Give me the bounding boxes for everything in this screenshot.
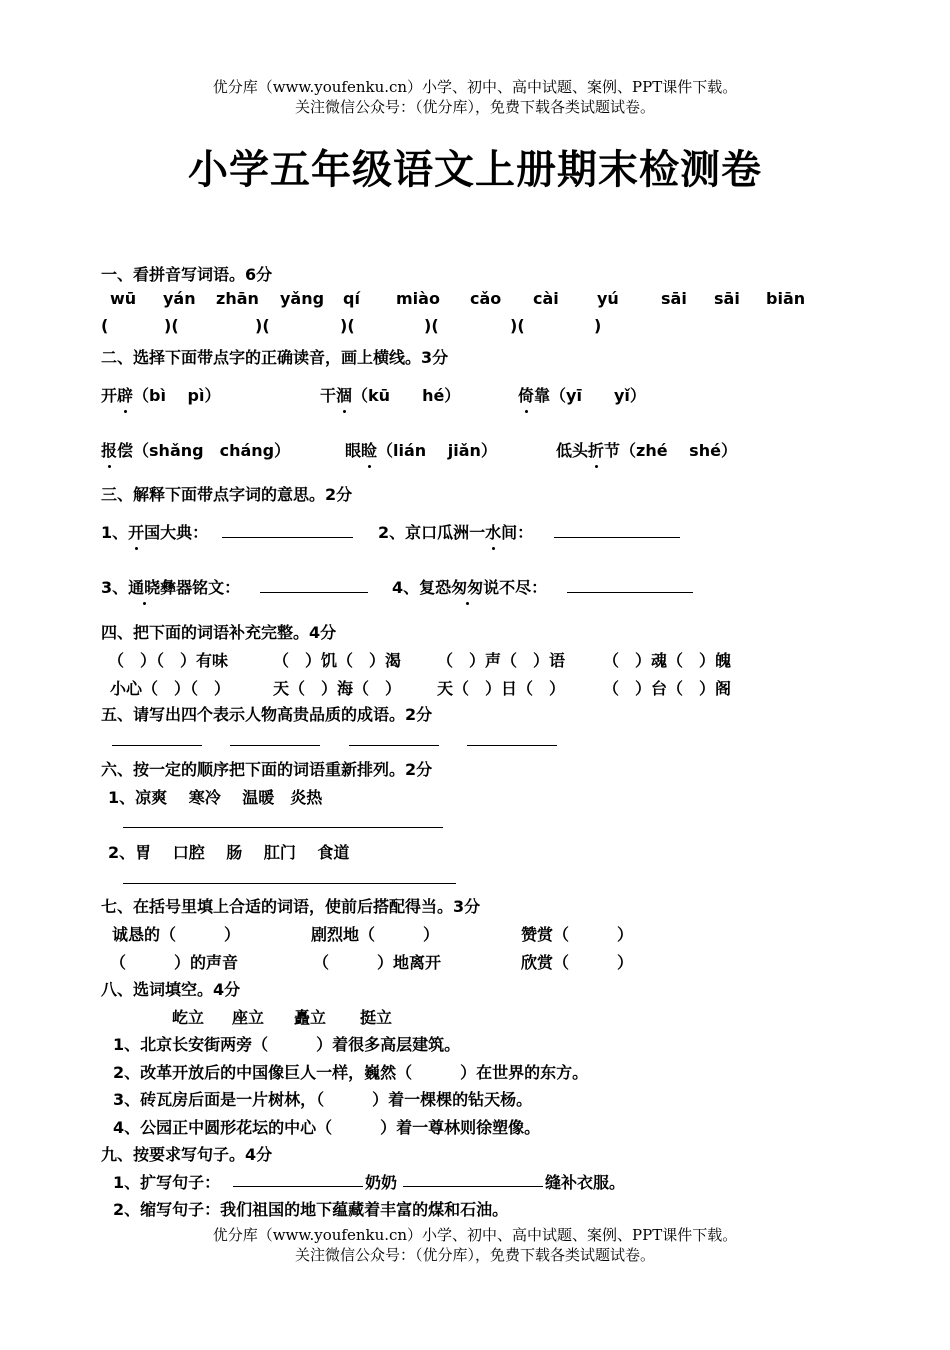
q1-paren: )(: [255, 316, 270, 335]
q4-idiom: 天（ ）日（ ）: [437, 679, 566, 698]
q8-item: 2、改革开放后的中国像巨人一样，巍然（ ）在世界的东方。: [113, 1063, 589, 1082]
q2-item: 开辟（bì pì）: [101, 383, 220, 406]
q2-item: 干涸（kū hé）: [320, 383, 460, 406]
q1-pinyin: qí: [343, 289, 360, 308]
q4-idiom: （ ）（ ）有味: [108, 651, 229, 670]
q6-answer-line-2[interactable]: [123, 883, 456, 884]
q5-answer-line-1[interactable]: [112, 745, 202, 746]
q4-idiom: 天（ ）海（ ）: [273, 679, 402, 698]
q8-word-option: 座立: [232, 1008, 265, 1027]
q1-pinyin: miào: [396, 289, 440, 308]
q8-word-option: 屹立: [172, 1008, 205, 1027]
footer-line-2: 关注微信公众号：（优分库），免费下载各类试题试卷。: [294, 1246, 655, 1264]
q9-heading: 九、按要求写句子。4分: [101, 1145, 273, 1164]
footer-line-1: 优分库（www.youfenku.cn）小学、初中、高中试题、案例、PPT课件下载。: [212, 1226, 738, 1244]
q3-answer-line-3[interactable]: [260, 592, 368, 593]
q1-pinyin: wū: [110, 289, 137, 308]
q4-idiom: 小心（ ）（ ）: [110, 679, 231, 698]
header-line-2: 关注微信公众号：（优分库），免费下载各类试题试卷。: [294, 98, 655, 116]
q2-item: 倚靠（yī yǐ）: [518, 383, 646, 406]
q3-item-1: 1、开国大典：: [101, 520, 208, 543]
q5-answer-line-4[interactable]: [467, 745, 557, 746]
q3-item-3: 3、通晓彝器铭文：: [101, 575, 240, 598]
q1-paren: )(: [510, 316, 525, 335]
q1-pinyin: cài: [533, 289, 559, 308]
q6-answer-line-1[interactable]: [123, 827, 443, 828]
q9-item-1-label: 1、扩写句子：: [113, 1173, 221, 1192]
q5-answer-line-2[interactable]: [230, 745, 320, 746]
q9-item-2: 2、缩写句子：我们祖国的地下蕴藏着丰富的煤和石油。: [113, 1200, 509, 1219]
q1-pinyin: yán: [163, 289, 196, 308]
q7-phrase: （ ）地离开: [313, 953, 442, 972]
header-line-1: 优分库（www.youfenku.cn）小学、初中、高中试题、案例、PPT课件下载。: [212, 78, 738, 96]
q7-phrase: 剧烈地（ ）: [311, 925, 440, 944]
q3-answer-line-2[interactable]: [554, 537, 680, 538]
q1-pinyin: biān: [766, 289, 806, 308]
q1-pinyin: cǎo: [470, 289, 502, 308]
q3-item-2: 2、京口瓜洲一水间：: [378, 520, 533, 543]
q8-item: 1、北京长安街两旁（ ）着很多高层建筑。: [113, 1035, 461, 1054]
q2-item: 低头折节（zhé shé）: [556, 438, 737, 461]
q8-item: 3、砖瓦房后面是一片树林，（ ）着一棵棵的钻天杨。: [113, 1090, 533, 1109]
q1-pinyin: yú: [597, 289, 619, 308]
q1-paren: )(: [340, 316, 355, 335]
q1-pinyin: zhān: [216, 289, 259, 308]
q8-heading: 八、选词填空。4分: [101, 980, 241, 999]
q2-item: 眼睑（lián jiǎn）: [345, 438, 497, 461]
q9-item-1-subject: 奶奶: [365, 1173, 398, 1192]
q2-item: 报偿（shǎng cháng）: [101, 438, 290, 461]
q4-heading: 四、把下面的词语补充完整。4分: [101, 623, 337, 642]
q1-heading: 一、看拼音写词语。6分: [101, 265, 273, 284]
q3-answer-line-4[interactable]: [567, 592, 693, 593]
q3-answer-line-1[interactable]: [222, 537, 353, 538]
q7-heading: 七、在括号里填上合适的词语，使前后搭配得当。3分: [101, 897, 481, 916]
q3-item-4: 4、复恐匆匆说不尽：: [392, 575, 547, 598]
q8-word-option: 矗立: [294, 1008, 327, 1027]
q6-heading: 六、按一定的顺序把下面的词语重新排列。2分: [101, 760, 433, 779]
q9-answer-line-2[interactable]: [403, 1186, 543, 1187]
q4-idiom: （ ）饥（ ）渴: [273, 651, 402, 670]
q7-phrase: 诚恳的（ ）: [112, 925, 241, 944]
q9-item-1-predicate: 缝补衣服。: [545, 1173, 626, 1192]
q9-answer-line-1[interactable]: [233, 1186, 363, 1187]
q5-heading: 五、请写出四个表示人物高贵品质的成语。2分: [101, 705, 433, 724]
q4-idiom: （ ）台（ ）阁: [603, 679, 732, 698]
q8-word-option: 挺立: [360, 1008, 393, 1027]
q1-pinyin: sāi: [714, 289, 740, 308]
q1-pinyin: sāi: [661, 289, 687, 308]
q8-item: 4、公园正中圆形花坛的中心（ ）着一尊林则徐塑像。: [113, 1118, 541, 1137]
q1-paren: (: [101, 316, 109, 335]
q3-heading: 三、解释下面带点字词的意思。2分: [101, 485, 353, 504]
q2-heading: 二、选择下面带点字的正确读音，画上横线。3分: [101, 348, 449, 367]
q7-phrase: （ ）的声音: [110, 953, 239, 972]
q1-pinyin: yǎng: [280, 289, 325, 308]
q4-idiom: （ ）声（ ）语: [437, 651, 566, 670]
q7-phrase: 欣赏（ ）: [521, 953, 634, 972]
q1-paren: )(: [424, 316, 439, 335]
q4-idiom: （ ）魂（ ）魄: [603, 651, 732, 670]
q1-paren: ): [594, 316, 602, 335]
q6-item-1: 1、凉爽 寒冷 温暖 炎热: [108, 788, 323, 807]
q6-item-2: 2、胃 口腔 肠 肛门 食道: [108, 843, 350, 862]
q7-phrase: 赞赏（ ）: [521, 925, 634, 944]
q5-answer-line-3[interactable]: [349, 745, 439, 746]
q1-paren: )(: [164, 316, 179, 335]
page-title: 小学五年级语文上册期末检测卷: [188, 147, 762, 193]
